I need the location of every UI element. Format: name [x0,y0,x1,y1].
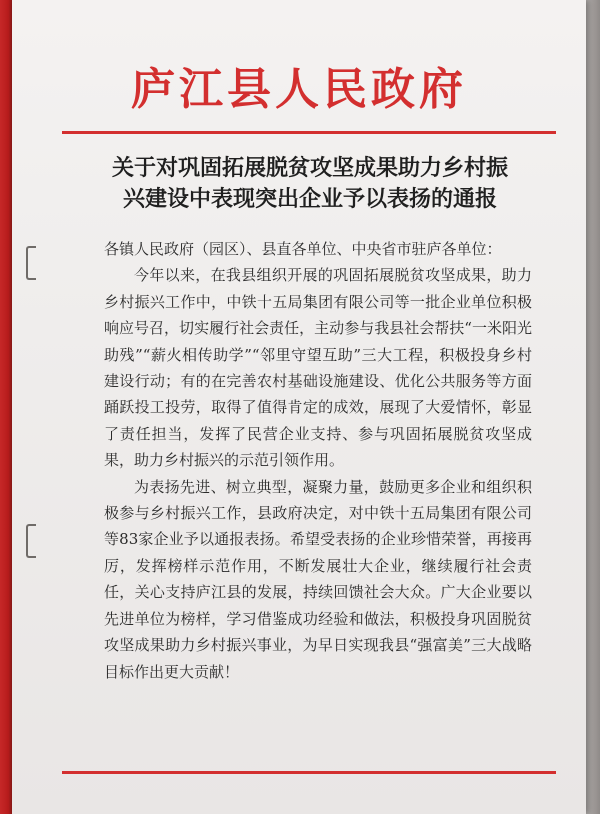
document-title-line-2: 兴建设中表现突出企业予以表扬的通报 [122,186,497,212]
header-divider [62,131,556,134]
page-shadow [584,0,600,814]
footer-divider [62,771,556,774]
document-title [80,153,540,215]
document-body [104,236,532,685]
issuer-header: 庐江县人民政府 [131,64,467,115]
document-title-line-1: 关于对巩固拓展脱贫攻坚成果助力乡村振 [111,155,508,181]
body-paragraph-1: 今年以来，在我县组织开展的巩固拓展脱贫攻坚成果，助力乡村振兴工作中，中铁十五局集团有限公司等一批企业单位积极响应号召，切实履行社会责任，主动参与我县社会帮扶“一米阳光助残”“薪火相传助学”“邻里守望互助”三大工程，积极投身乡村建设行动；有的在完善农村基础设施建设、优化公共服务等方面踊跃投工投劳，取得了值得肯定的成效，展现了大爱情怀，彰显了责任担当，发挥了民营企业支持、参与巩固拓展脱贫攻坚成果，助力乡村振兴的示范引领作用。 [104,266,532,470]
binding-staple-icon [26,246,36,280]
binding-staple-icon [26,524,36,558]
body-paragraph-2: 为表扬先进、树立典型，凝聚力量，鼓励更多企业和组织积极参与乡村振兴工作，县政府决定，对中铁十五局集团有限公司等83家企业予以通报表扬。希望受表扬的企业珍惜荣誉，再接再厉，发挥榜样示范作用，不断发展壮大企业，继续履行社会责任，关心支持庐江县的发展，持续回馈社会大众。广大企业要以先进单位为榜样，学习借鉴成功经验和做法，积极投身巩固脱贫攻坚成果助力乡村振兴事业，为早日实现我县“强富美”三大战略目标作出更大贡献！ [104,477,532,681]
salutation: 各镇人民政府（园区）、县直各单位、中央省市驻庐各单位： [104,240,502,258]
